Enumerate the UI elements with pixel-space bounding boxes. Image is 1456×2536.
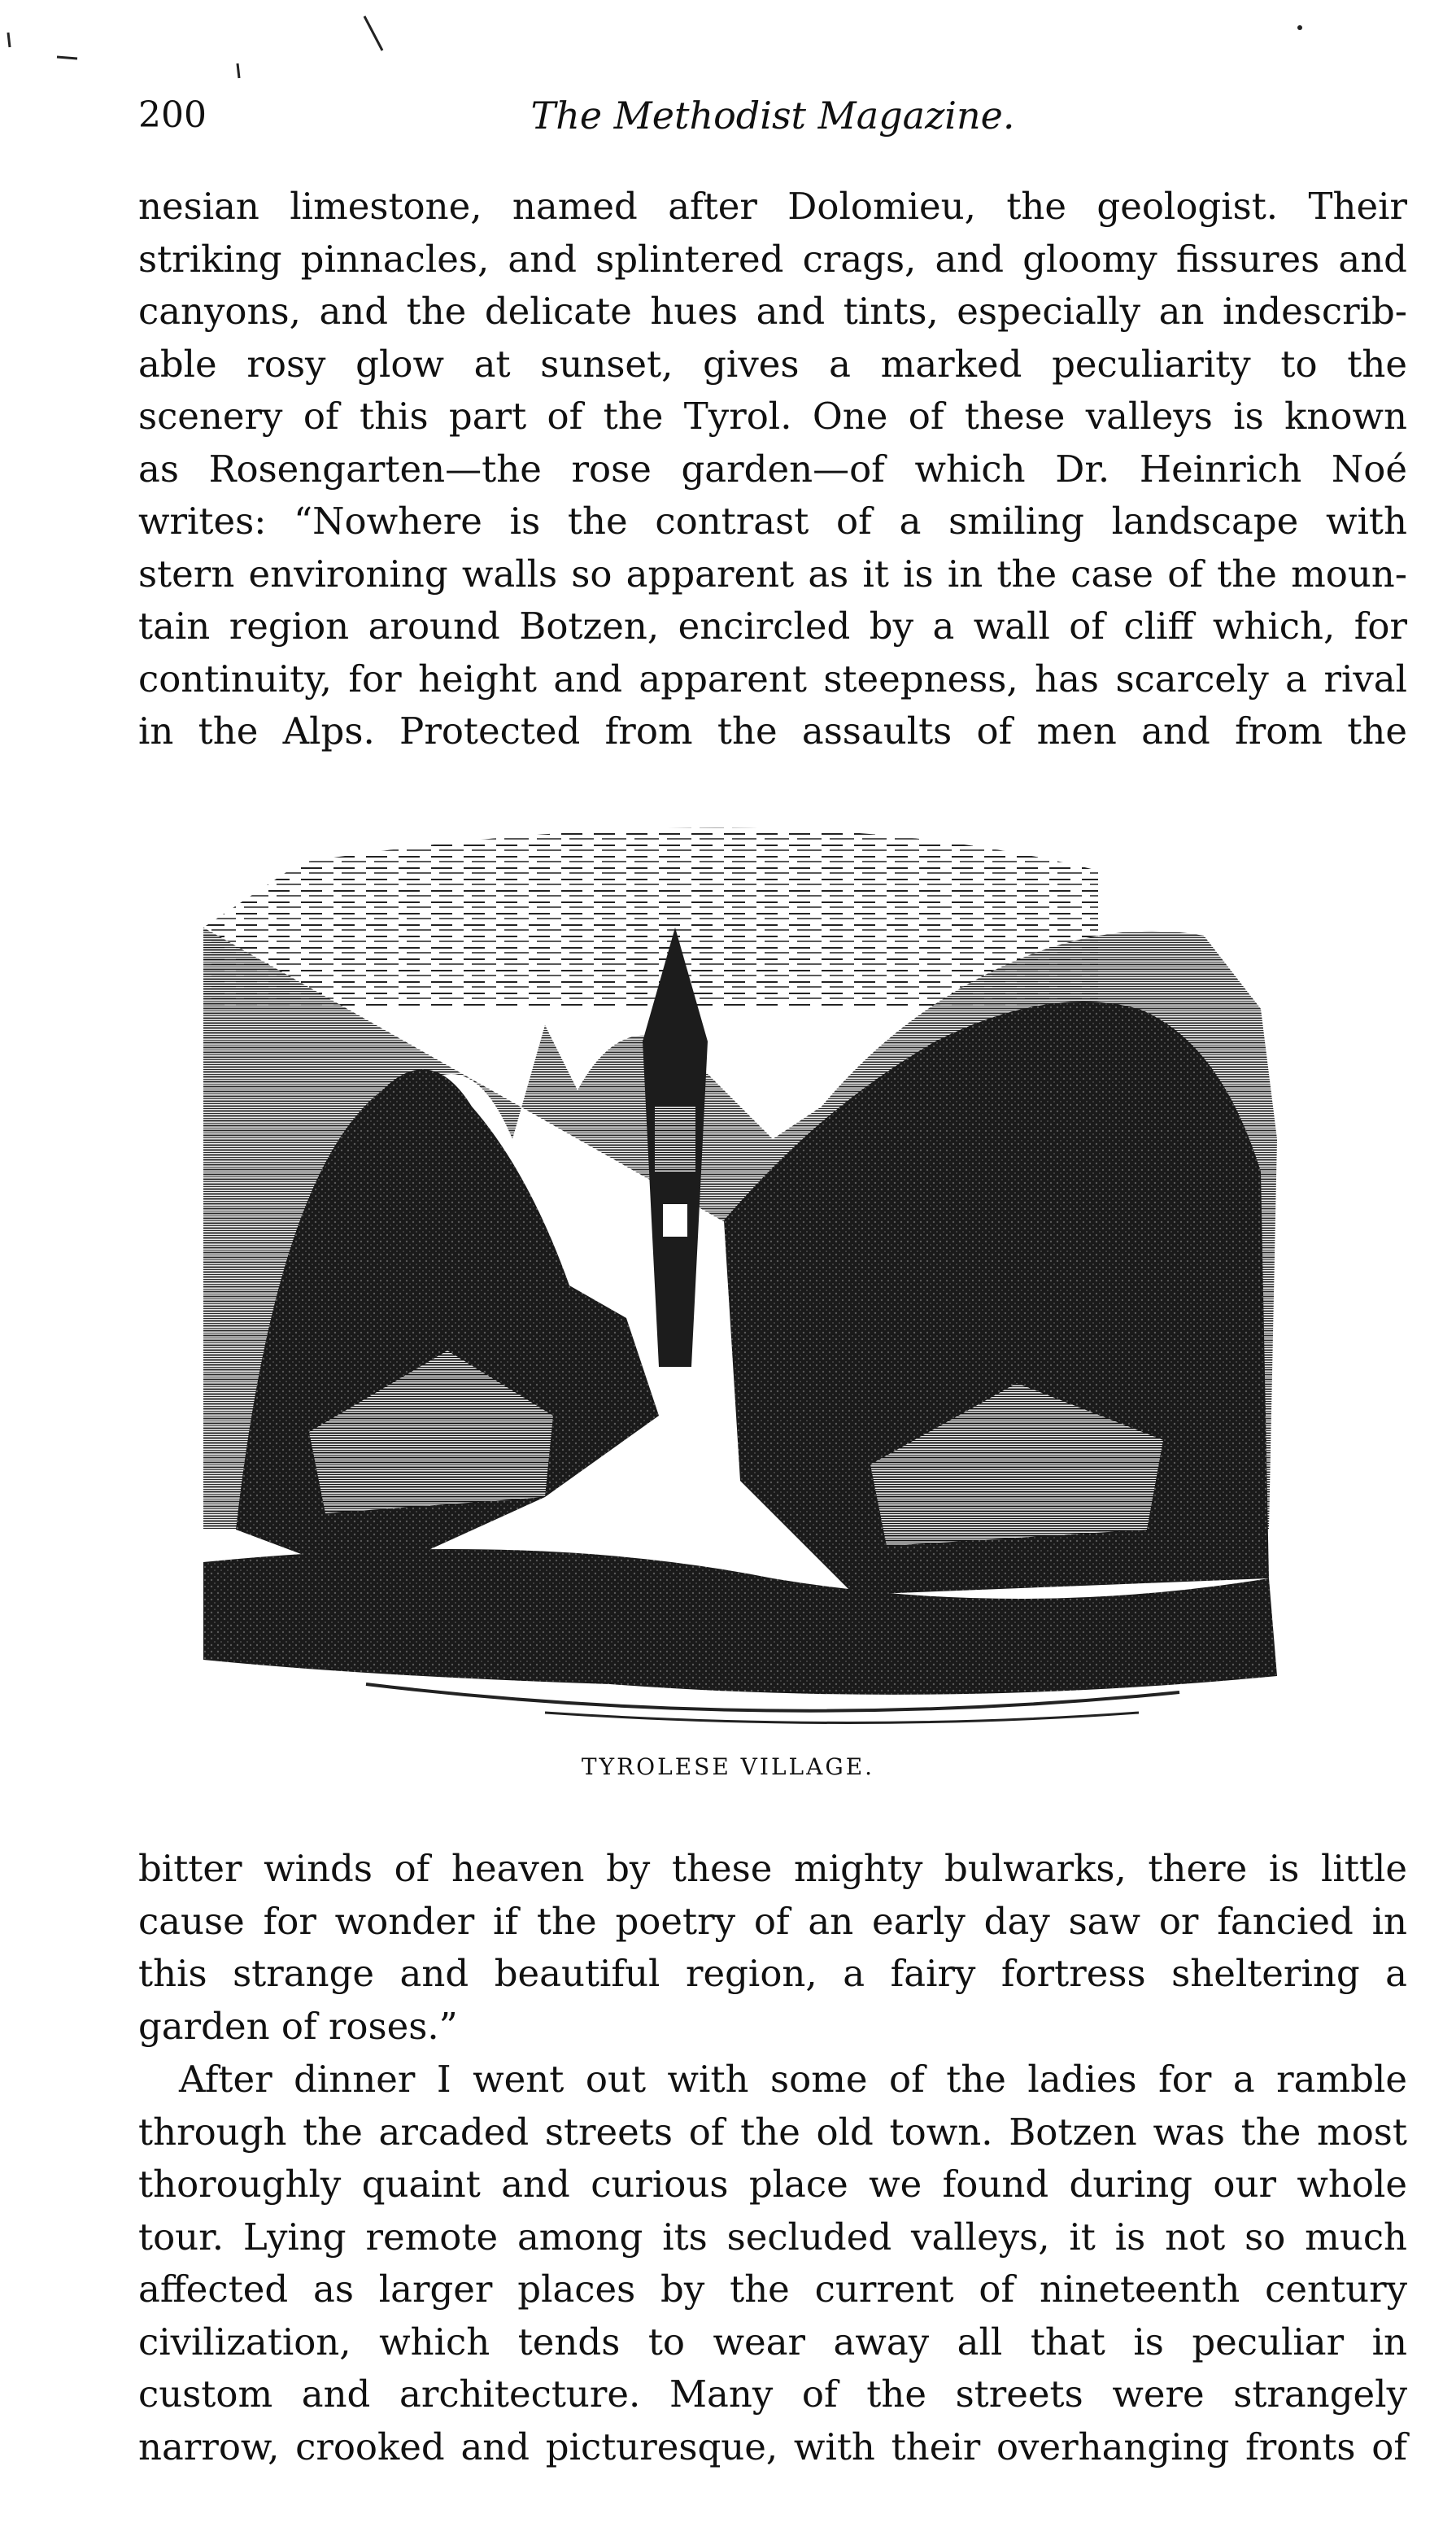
text-line: stern environing walls so apparent as it is in the case of the moun- — [138, 552, 1407, 596]
running-title: The Methodist Magazine. — [530, 94, 1015, 137]
text-line: bitter winds of heaven by these mighty bulwarks, there is little — [138, 1847, 1407, 1890]
paragraph-2 — [138, 1843, 1407, 2053]
text-line: narrow, crooked and picturesque, with their overhanging fronts of — [138, 2425, 1407, 2468]
text-line: garden of roses.” — [138, 2004, 458, 2048]
figure-caption: TYROLESE VILLAGE. — [581, 1753, 875, 1780]
text-line: canyons, and the delicate hues and tints, especially an indescrib- — [138, 290, 1407, 333]
text-line: as Rosengarten—the rose garden—of which Dr. Heinrich Noé — [138, 447, 1407, 491]
text-line: cause for wonder if the poetry of an early day saw or fancied in — [138, 1899, 1407, 1943]
text-line: tour. Lying remote among its secluded valleys, it is not so much — [138, 2215, 1407, 2259]
text-line: nesian limestone, named after Dolomieu, the geologist. Their — [138, 185, 1407, 228]
page-header — [138, 91, 1407, 148]
page-number: 200 — [138, 94, 207, 136]
scan-specks — [0, 0, 1456, 89]
text-line: through the arcaded streets of the old town. Botzen was the most — [138, 2110, 1407, 2154]
text-line: thoroughly quaint and curious place we found during our whole — [138, 2163, 1407, 2206]
text-line: tain region around Botzen, encircled by a wall of cliff which, for — [138, 605, 1407, 648]
text-line: able rosy glow at sunset, gives a marked peculiarity to the — [138, 342, 1407, 386]
text-line: civilization, which tends to wear away all that is peculiar in — [138, 2320, 1407, 2364]
text-line: custom and architecture. Many of the streets were strangely — [138, 2372, 1407, 2416]
text-line: After dinner I went out with some of the ladies for a ramble — [179, 2058, 1407, 2101]
text-line: striking pinnacles, and splintered crags, and gloomy fissures and — [138, 237, 1407, 281]
text-line: in the Alps. Protected from the assaults of men and from the — [138, 709, 1407, 753]
text-line: writes: “Nowhere is the contrast of a smiling landscape with — [138, 500, 1407, 543]
text-line: scenery of this part of the Tyrol. One of these valleys is known — [138, 395, 1407, 438]
text-line: this strange and beautiful region, a fairy fortress sheltering a — [138, 1952, 1407, 1995]
paragraph-3 — [138, 2054, 1407, 2473]
tyrolese-village-engraving — [203, 797, 1358, 1741]
text-line: affected as larger places by the current of nineteenth century — [138, 2268, 1407, 2311]
text-line: continuity, for height and apparent steepness, has scarcely a rival — [138, 657, 1407, 701]
paragraph-1 — [138, 181, 1407, 758]
